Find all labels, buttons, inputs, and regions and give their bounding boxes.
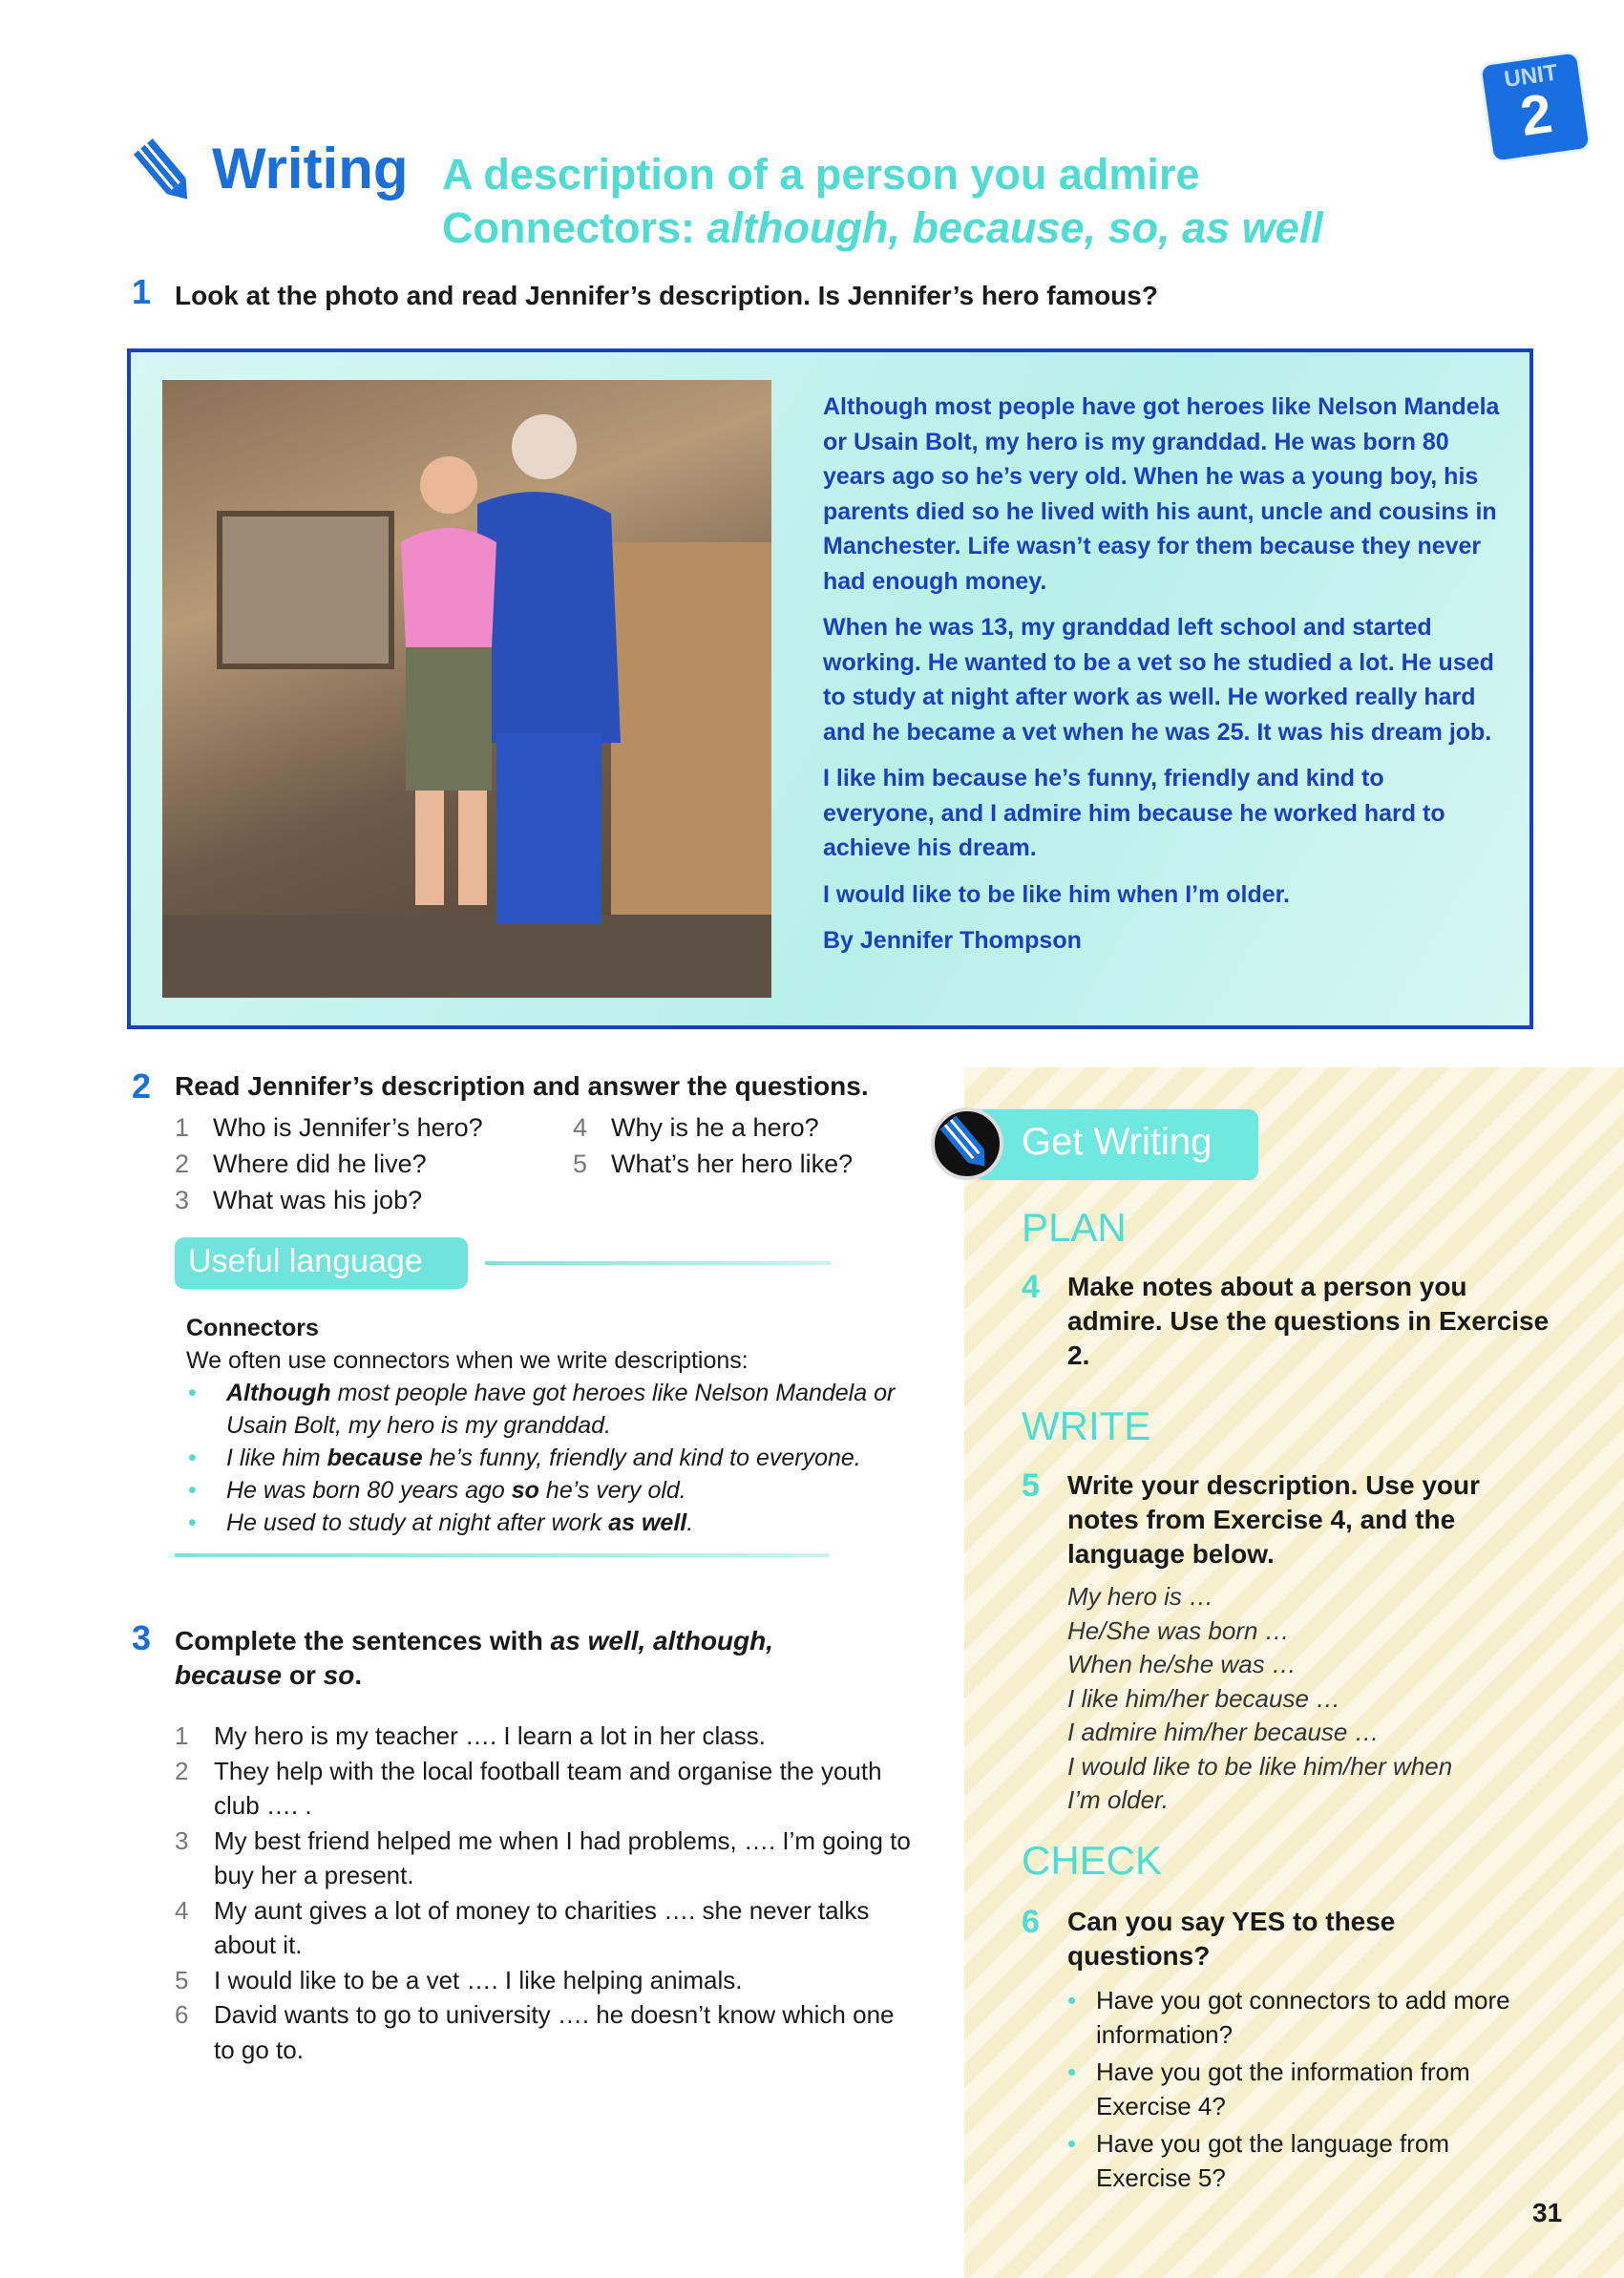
item-text: I would like to be a vet …. I like helping animals. <box>214 1965 743 1994</box>
exercise-3-instruction <box>175 1624 862 1693</box>
connectors-intro: We often use connectors when we write descriptions: <box>186 1347 749 1374</box>
photo-girl-and-granddad <box>162 380 771 998</box>
item-text: My hero is my teacher …. I learn a lot in her class. <box>214 1721 766 1750</box>
item-number: 3 <box>175 1186 190 1214</box>
exercise-4 <box>1022 1270 1556 1373</box>
language-line: I’m older. <box>1067 1785 1169 1814</box>
exercise-number: 2 <box>132 1066 152 1106</box>
exercise-number: 4 <box>1022 1269 1040 1305</box>
example-connector: so <box>511 1477 539 1504</box>
example-text: . <box>686 1509 694 1536</box>
plan-heading: PLAN <box>1022 1205 1127 1250</box>
instruction-text: or <box>282 1660 324 1690</box>
example-connector: Although <box>226 1380 331 1406</box>
question-item <box>175 1146 483 1182</box>
check-heading: CHECK <box>1022 1838 1163 1883</box>
check-item: • Have you got connectors to add more information? <box>1067 1984 1526 2052</box>
check-list <box>1067 1984 1526 2199</box>
unit-number: 2 <box>1516 81 1556 148</box>
example-item <box>186 1377 912 1442</box>
item-text: David wants to go to university …. he doesn’t know which one to go to. <box>214 2000 895 2064</box>
instruction-words: as well, although, because <box>175 1626 774 1690</box>
example-item <box>186 1474 912 1507</box>
connectors-label: Connectors: <box>442 203 696 252</box>
example-text: He used to study at night after work <box>226 1509 609 1536</box>
exercise-3-list <box>175 1719 919 2067</box>
sentence-item <box>175 1893 919 1963</box>
exercise-number: 3 <box>132 1618 152 1657</box>
language-line: I like him/her because … <box>1067 1683 1341 1713</box>
item-number: 5 <box>175 1965 189 1994</box>
page-subtitle <box>442 148 1323 255</box>
instruction-text: . <box>354 1660 363 1690</box>
question-item <box>573 1109 853 1146</box>
sentence-item <box>175 1719 919 1754</box>
divider <box>175 1553 829 1557</box>
exercise-number: 1 <box>132 272 152 311</box>
example-text: he’s funny, friendly and kind to everyone. <box>422 1445 861 1471</box>
exercise-5-instruction: Write your description. Use your notes from Exercise 4, and the language below. <box>1067 1470 1481 1569</box>
language-list <box>1067 1580 1452 1818</box>
item-text: Why is he a hero? <box>611 1113 819 1142</box>
question-item <box>175 1182 483 1218</box>
sentence-item <box>175 1824 919 1893</box>
example-text: He was born 80 years ago <box>226 1477 512 1504</box>
get-writing-pencil-icon <box>931 1107 1003 1180</box>
example-item <box>186 1507 912 1539</box>
description-paragraph: I would like to be like him when I’m older. <box>823 880 1290 908</box>
instruction-text: Complete the sentences with <box>175 1626 551 1656</box>
write-heading: WRITE <box>1022 1403 1151 1448</box>
exercise-1-instruction: Look at the photo and read Jennifer’s description. Is Jennifer’s hero famous? <box>175 281 1158 310</box>
connectors-heading: Connectors <box>186 1315 319 1341</box>
check-item: • Have you got the language from Exercise 5? <box>1067 2127 1526 2195</box>
get-writing-label: Get Writing <box>974 1109 1258 1180</box>
item-text: Where did he live? <box>213 1150 427 1178</box>
jennifer-description <box>823 390 1501 970</box>
item-text: They help with the local football team and organise the youth club …. . <box>214 1756 882 1820</box>
exercise-4-instruction: Make notes about a person you admire. Use the questions in Exercise 2. <box>1067 1272 1550 1370</box>
example-connector: as well <box>608 1509 687 1536</box>
sentence-item <box>175 1963 919 1998</box>
instruction-words: so <box>323 1660 355 1690</box>
useful-language-box <box>186 1312 912 1539</box>
subtitle-line: A description of a person you admire <box>442 150 1200 199</box>
language-line: He/She was born … <box>1067 1615 1290 1645</box>
item-number: 1 <box>175 1113 190 1142</box>
example-text: most people have got heroes like Nelson Mandela or Usain Bolt, my hero is my granddad. <box>226 1380 896 1439</box>
item-text: My aunt gives a lot of money to charities …. she never talks about it. <box>214 1895 870 1959</box>
exercise-2-instruction: Read Jennifer’s description and answer the questions. <box>175 1071 869 1101</box>
item-number: 4 <box>175 1895 189 1925</box>
connectors-list: although, because, so, as well <box>707 203 1323 252</box>
question-item <box>175 1109 483 1146</box>
description-signature: By Jennifer Thompson <box>823 927 1082 954</box>
language-line: My hero is … <box>1067 1582 1214 1611</box>
example-connector: because <box>327 1445 423 1471</box>
item-text: What was his job? <box>213 1186 423 1214</box>
exercise-number: 5 <box>1022 1467 1040 1504</box>
check-item: • Have you got the information from Exercise 4? <box>1067 2056 1526 2123</box>
exercise-6 <box>1022 1905 1423 1973</box>
photo-illustration <box>162 380 771 998</box>
divider <box>485 1261 831 1265</box>
description-paragraph: I like him because he’s funny, friendly and kind to everyone, and I admire him because he worked hard to achieve his dream. <box>823 765 1445 861</box>
page-number: 31 <box>1532 2198 1563 2227</box>
item-number: 2 <box>175 1150 190 1178</box>
item-text: What’s her hero like? <box>611 1150 854 1178</box>
exercise-2-col-2 <box>573 1109 853 1182</box>
unit-badge <box>1482 53 1590 161</box>
language-line: I admire him/her because … <box>1067 1718 1380 1746</box>
exercise-2-col-1 <box>175 1109 483 1218</box>
page-title: Writing <box>212 137 409 200</box>
useful-language-label: Useful language <box>175 1237 468 1289</box>
exercise-6-instruction: Can you say YES to these questions? <box>1067 1907 1396 1971</box>
language-line: I would like to be like him/her when <box>1067 1751 1453 1781</box>
item-text: My best friend helped me when I had problems, …. I’m going to buy her a present. <box>214 1825 911 1889</box>
example-item <box>186 1442 912 1474</box>
item-number: 2 <box>175 1756 189 1785</box>
item-number: 3 <box>175 1825 189 1855</box>
unit-label: UNIT <box>1502 59 1560 94</box>
question-item <box>573 1146 853 1182</box>
description-paragraph: When he was 13, my granddad left school and started working. He wanted to be a vet so he studied a lot. He used to study at night after work as well. He worked really hard and he became a vet when he was 25. It was his dream job. <box>823 614 1494 746</box>
exercise-5 <box>1022 1468 1556 1571</box>
item-number: 4 <box>573 1113 588 1142</box>
item-number: 1 <box>175 1721 189 1750</box>
description-paragraph: Although most people have got heroes like Nelson Mandela or Usain Bolt, my hero is my granddad. He was born 80 years ago so he’s very old. When he was a young boy, his parents died so he lived with his aunt, uncle and cousins in Manchester. Life wasn’t easy for them because they never had enough money. <box>823 393 1500 595</box>
language-line: When he/she was … <box>1067 1650 1297 1678</box>
exercise-number: 6 <box>1022 1904 1040 1940</box>
pencil-icon <box>132 138 199 207</box>
example-text: he’s very old. <box>538 1477 686 1504</box>
item-number: 6 <box>175 2000 189 2029</box>
example-text: I like him <box>226 1445 327 1471</box>
item-number: 5 <box>573 1150 588 1178</box>
sentence-item <box>175 1997 919 2067</box>
item-text: Who is Jennifer’s hero? <box>213 1113 483 1142</box>
sentence-item <box>175 1754 919 1824</box>
